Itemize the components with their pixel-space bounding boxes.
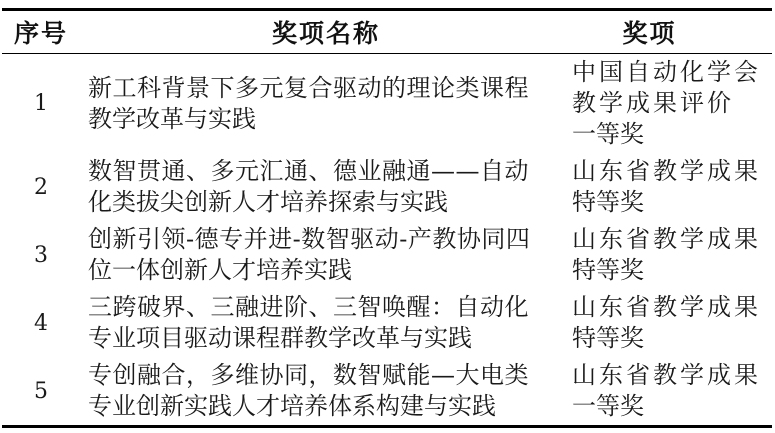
award-name-cell [80, 357, 572, 427]
award-level-line: 山东省教学成果 [572, 225, 761, 253]
awards-table-body [2, 54, 772, 427]
award-name-line: 创新引领-德专并进-数智驱动-产教协同四 [88, 225, 531, 253]
award-name-line: 化类拔尖创新人才培养探索与实践 [88, 188, 448, 216]
award-level-line: 教学成果评价 [572, 89, 734, 117]
header-row [2, 10, 772, 54]
awards-table-header [2, 10, 772, 54]
award-name-cell [80, 54, 572, 154]
table-row [2, 221, 772, 289]
row-index: 2 [34, 174, 48, 200]
award-name-cell [80, 221, 572, 289]
award-name-line: 数智贯通、多元汇通、德业融通——自动 [88, 157, 529, 185]
award-name-cell [80, 153, 572, 221]
award-level-line: 特等奖 [572, 256, 644, 284]
col-header-name: 奖项名称 [80, 10, 572, 54]
award-name-line: 三跨破界、三融进阶、三智唤醒：自动化 [88, 293, 529, 321]
award-level-line: 山东省教学成果 [572, 157, 761, 185]
award-name-line: 专业创新实践人才培养体系构建与实践 [88, 392, 496, 420]
award-level-cell [572, 153, 772, 221]
award-name-cell [80, 289, 572, 357]
table-row [2, 357, 772, 427]
award-name-line: 位一体创新人才培养实践 [88, 256, 352, 284]
col-header-award: 奖项 [572, 10, 772, 54]
award-level-cell [572, 221, 772, 289]
award-name-line: 专业项目驱动课程群教学改革与实践 [88, 324, 472, 352]
award-level-line: 山东省教学成果 [572, 293, 761, 321]
award-level-line: 一等奖 [572, 120, 644, 148]
award-level-line: 一等奖 [572, 392, 644, 420]
table-row [2, 289, 772, 357]
award-name-line: 教学改革与实践 [88, 104, 256, 133]
row-index: 5 [34, 378, 48, 404]
awards-table [2, 8, 772, 428]
award-level-line: 特等奖 [572, 188, 644, 216]
table-row [2, 153, 772, 221]
table-row [2, 54, 772, 154]
award-level-cell [572, 54, 772, 154]
award-name-line: 专创融合，多维协同，数智赋能—大电类 [88, 361, 529, 389]
award-level-cell [572, 289, 772, 357]
award-name-line: 新工科背景下多元复合驱动的理论类课程 [88, 73, 529, 102]
award-level-line: 中国自动化学会 [572, 58, 761, 86]
row-index: 1 [34, 91, 48, 116]
col-header-index: 序号 [2, 10, 80, 54]
row-index: 4 [34, 310, 48, 336]
row-index: 3 [34, 242, 48, 268]
award-level-line: 特等奖 [572, 324, 644, 352]
award-level-cell [572, 357, 772, 427]
award-level-line: 山东省教学成果 [572, 361, 761, 389]
